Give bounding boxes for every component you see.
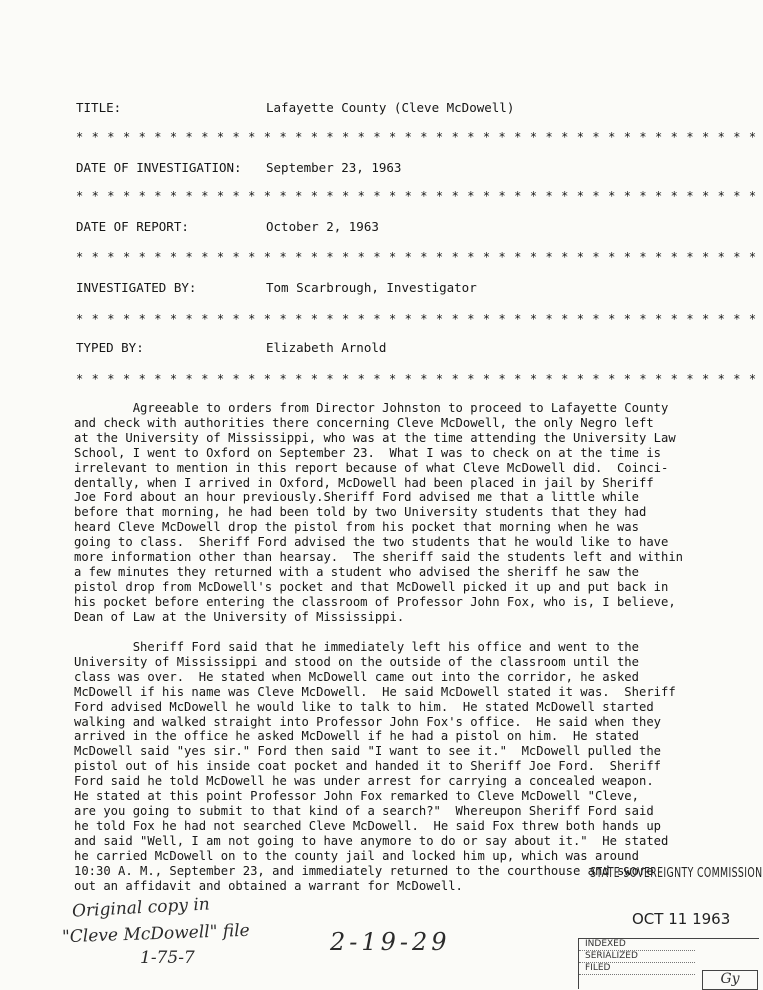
separator-2: * * * * * * * * * * * * * * * * * * * * * * * * * * * * * * * * * * * * * * * * * * * * — [76, 189, 757, 203]
separator-4: * * * * * * * * * * * * * * * * * * * * * * * * * * * * * * * * * * * * * * * * * * * * — [76, 312, 757, 326]
title-value: Lafayette County (Cleve McDowell) — [266, 100, 515, 115]
date-investigation-label: DATE OF INVESTIGATION: — [76, 160, 242, 175]
title-label: TITLE: — [76, 100, 122, 115]
report-paragraph-2: Sheriff Ford said that he immediately left his office and went to the University of Mississippi and stood on the outside of the classroom until the class was over. He stated when McDowell came out into the corridor, he asked McDowell if his name was Cleve McDowell. He said McDowell stated it was. Sheriff Ford advised McDowell he would like to talk to him. He stated McDowell started walking and walked straight into Professor John Fox's office. He said when they arrived in the office he asked McDowell if he had a pistol on him. He stated McDowell said "yes sir." Ford then said "I want to see it." McDowell pulled the pistol out of his inside coat pocket and handed it to Sheriff Joe Ford. Sheriff Ford said he told McDowell he was under arrest for carrying a concealed weapon. He stated at this point Professor John Fox remarked to Cleve McDowell "Cleve, are you going to submit to that kind of a search?" Whereupon Sheriff Ford said he told Fox he had not searched Cleve McDowell. He said Fox threw both hands up and said "Well, I am not going to have anymore to do or say about it." He stated he carried McDowell on to the county jail and locked him up, which was around 10:30 A. M., September 23, and immediately returned to the courthouse and swore out an affidavit and obtained a warrant for McDowell. — [74, 640, 676, 893]
date-report-label: DATE OF REPORT: — [76, 219, 189, 234]
date-of-investigation-row — [76, 160, 401, 175]
investigated-by-value: Tom Scarbrough, Investigator — [266, 280, 477, 295]
date-investigation-value: September 23, 1963 — [266, 160, 402, 175]
report-paragraph-1: Agreeable to orders from Director Johnston to proceed to Lafayette County and check with authorities there concerning Cleve McDowell, the only Negro left at the University of Mississippi, who was at the time attending the University Law School, I went to Oxford on September 23. What I was to check on at the time is irrelevant to mention in this report because of what Cleve McDowell did. Coinci- dentally, when I arrived in Oxford, McDowell had been placed in jail by Sheriff Joe Ford about an hour previously.Sheriff Ford advised me that a little while before that morning, he had been told by two University students that they had heard Cleve McDowell drop the pistol from his pocket that morning when he was going to class. Sheriff Ford advised the two students that he would like to have more information other than hearsay. The sheriff said the students left and within a few minutes they returned with a student who advised the sheriff he saw the pistol drop from McDowell's pocket and that McDowell picked it up and put back in his pocket before entering the classroom of Professor John Fox, who is, I believe, Dean of Law at the University of Mississippi. — [74, 401, 684, 624]
date-report-value: October 2, 1963 — [266, 219, 379, 234]
indexed-field: INDEXED — [579, 939, 695, 951]
serialized-field: SERIALIZED — [579, 951, 695, 963]
filed-field: FILED — [579, 963, 695, 975]
separator-5: * * * * * * * * * * * * * * * * * * * * * * * * * * * * * * * * * * * * * * * * * * * * — [76, 372, 757, 386]
investigated-by-label: INVESTIGATED BY: — [76, 280, 197, 295]
received-date-stamp: OCT 11 1963 — [632, 910, 731, 928]
handwritten-date: 2-19-29 — [330, 928, 451, 956]
filing-initials: Gy — [702, 970, 758, 990]
investigated-by-row — [76, 280, 477, 295]
typed-by-row — [76, 340, 386, 355]
typed-by-value: Elizabeth Arnold — [266, 340, 387, 355]
date-of-report-row — [76, 219, 379, 234]
separator-1: * * * * * * * * * * * * * * * * * * * * * * * * * * * * * * * * * * * * * * * * * * * * — [76, 130, 757, 144]
typed-by-label: TYPED BY: — [76, 340, 144, 355]
separator-3: * * * * * * * * * * * * * * * * * * * * * * * * * * * * * * * * * * * * * * * * * * * * — [76, 250, 757, 264]
title-row — [76, 100, 514, 115]
handwritten-note-line-2: "Cleve McDowell" file — [61, 920, 251, 948]
handwritten-note-line-1: Original copy in — [71, 894, 211, 922]
commission-stamp-agency: STATE SOVEREIGNTY COMMISSION — [590, 866, 763, 881]
handwritten-note-line-3: 1-75-7 — [140, 948, 195, 968]
